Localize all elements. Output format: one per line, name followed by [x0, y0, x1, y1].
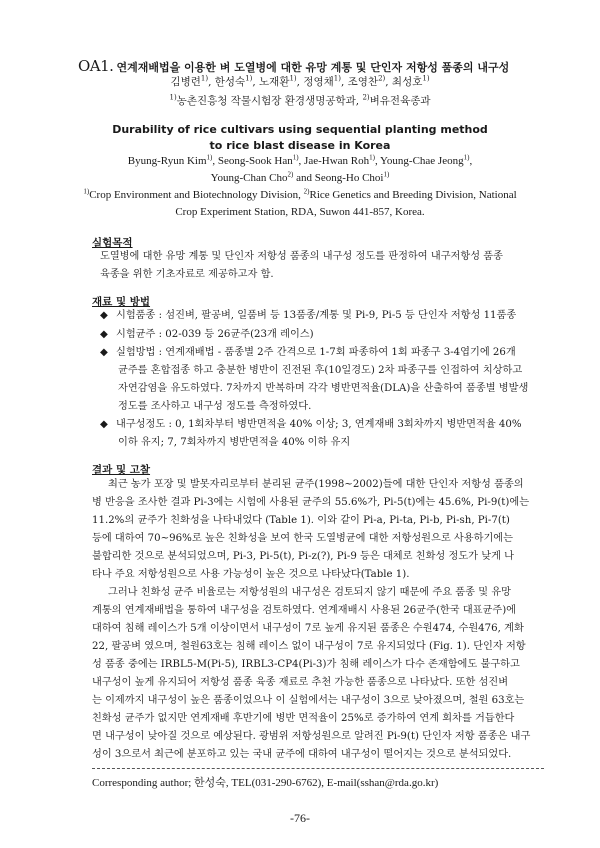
- results-p2-line-1: 그러나 친화성 균주 비율로는 저항성원의 내구성은 검토되지 않기 때문에 주요 품종 및 유망: [108, 587, 511, 598]
- diamond-bullet-icon: ◆: [100, 310, 108, 321]
- english-affiliation-line2: Crop Experiment Station, RDA, Suwon 441-857, Korea.: [175, 206, 425, 218]
- methods-item-3-line-2: 균주를 혼합접종 하고 충분한 병반이 진전된 후(10일경도) 2차 파종구를 인접하여 치상하고: [118, 365, 523, 376]
- results-p1-line-5: 불합리한 것으로 분석되었으며, Pi-3, Pi-5(t), Pi-z(?), Pi-9 등은 대체로 친화성 정도가 낮게 나: [92, 551, 515, 562]
- english-title-line1: Durability of rice cultivars using sequential planting method: [112, 123, 488, 136]
- korean-title: 연계재배법을 이용한 벼 도열병에 대한 유망 계통 및 단인자 저항성 품종의 내구성: [116, 61, 510, 74]
- methods-item-3-line-3: 자연감염을 유도하였다. 7차까지 반복하며 각각 병반면적율(DLA)을 산출하여 품종별 병발생: [118, 383, 529, 394]
- methods-item-1: ◆ 시험품종 : 섬진벼, 팔공벼, 일품벼 등 13품종/계통 및 Pi-9, Pi-5 등 단인자 저항성 11품종: [100, 307, 516, 325]
- abstract-code: OA1.: [78, 57, 114, 75]
- results-heading: 결과 및 고찰: [92, 464, 151, 476]
- methods-item-2: ◆ 시험균주 : 02-039 등 26균주(23개 레이스): [100, 326, 314, 344]
- methods-heading: 재료 및 방법: [92, 296, 151, 308]
- results-p2-line-6: 내구성이 높게 유지되어 저항성 품종 육종 재료로 추천 가능한 품종으로 나타났다. 또한 섬진벼: [92, 677, 509, 688]
- methods-item-4-line-2: 이하 유지; 7, 7회차까지 병반면적을 40% 이하 유지: [118, 437, 351, 448]
- results-p2-line-4: 22, 팔공벼 였으며, 철원63호는 침해 레이스 없이 내구성이 7로 유지되었다 (Fig. 1). 단인자 저항: [92, 641, 526, 652]
- results-p1-line-1: 최근 농가 포장 및 발못자리로부터 분리된 균주(1998~2002)들에 대한 단인자 저항성 품종의: [108, 479, 524, 490]
- objective-line-1: 도열병에 대한 유망 계통 및 단인자 저항성 품종의 내구성 정도를 판정하여 내구저항성 품종: [100, 251, 503, 262]
- results-p2-line-3: 대하여 침해 레이스가 5개 이상이면서 내구성이 7로 높게 유지된 품종은 수원474, 수원476, 계화: [92, 623, 524, 634]
- korean-authors: 김병련$^{1)}$, 한성숙$^{1)}$, 노재환$^{1)}$, 정영채$^{1)}$, 조영찬$^{2)}$, 최성호$^{1)}$: [170, 74, 430, 88]
- korean-affiliation: $^{1)}$농촌진흥청 작물시험장 환경생명공학과, $^{2)}$벼유전육종과: [169, 93, 431, 107]
- results-p1-line-3: 11.2%의 균주가 친화성을 나타내었다 (Table 1). 이와 같이 Pi-a, Pi-ta, Pi-b, Pi-sh, Pi-7(t): [92, 515, 510, 526]
- footnote-divider: [92, 768, 544, 769]
- objective-heading: 실험목적: [92, 237, 133, 249]
- english-authors-line1: Byung-Ryun Kim$^{1)}$, Seong-Sook Han$^{1)}$, Jae-Hwan Roh$^{1)}$, Young-Chae Jeong$^{1)}$,: [127, 153, 473, 167]
- objective-line-2: 육종을 위한 기초자료로 제공하고자 함.: [100, 269, 274, 280]
- results-p2-line-7: 는 이제까지 내구성이 높은 품종이었으나 이 실험에서는 내구성이 3으로 낮아졌으며, 철원 63호는: [92, 695, 525, 706]
- results-p1-line-6: 타나 주요 저항성원으로 사용 가능성이 높은 것으로 나타났다(Table 1).: [92, 569, 410, 580]
- corresponding-author: Corresponding author; 한성숙, TEL(031-290-6762), E-mail(sshan@rda.go.kr): [92, 777, 439, 789]
- results-p2-line-10: 성이 3으로서 최근에 분포하고 있는 국내 균주에 대하여 내구성이 떨어지는 것으로 분석되었다.: [92, 749, 512, 760]
- page-number: -76-: [290, 811, 310, 825]
- results-p1-line-2: 병 반응을 조사한 결과 Pi-3에는 시험에 사용된 균주의 55.6%가, Pi-5(t)에는 45.6%, Pi-9(t)에는: [92, 497, 530, 508]
- english-title-line2: to rice blast disease in Korea: [209, 139, 391, 152]
- diamond-bullet-icon: ◆: [100, 329, 108, 340]
- methods-item-3: ◆ 실험방법 : 연계재배법 - 품종별 2주 간격으로 1-7회 파종하여 1회 파종구 3-4엽기에 26개: [100, 344, 516, 362]
- results-p2-line-5: 성 품종 중에는 IRBL5-M(Pi-5), IRBL3-CP4(Pi-3)가 침해 레이스가 다수 존재함에도 불구하고: [92, 659, 520, 670]
- results-p2-line-9: 면 내구성이 낮아질 것으로 예상된다. 광범위 저항성원으로 알려진 Pi-9(t) 단인자 저항 품종은 내구: [92, 731, 531, 742]
- results-p1-line-4: 등에 대하여 70~96%로 높은 친화성을 보여 한국 도열병균에 대한 저항성원으로 사용하기에는: [92, 533, 513, 544]
- diamond-bullet-icon: ◆: [100, 347, 108, 358]
- results-p2-line-8: 친화성 균주가 없지만 연계재배 후반기에 병반 면적율이 25%로 증가하여 연계 회차를 거듭한다: [92, 713, 515, 724]
- english-affiliation-line1: $^{1)}$Crop Environment and Biotechnology Division, $^{2)}$Rice Genetics and Breeding Division, National: [83, 187, 517, 201]
- abstract-title: [78, 57, 558, 75]
- diamond-bullet-icon: ◆: [100, 419, 108, 430]
- english-authors-line2: Young-Chan Cho$^{2)}$ and Seong-Ho Choi$^{1)}$: [210, 170, 390, 184]
- results-p2-line-2: 계통의 연계재배법을 통하여 내구성을 검토하였다. 연계재배시 사용된 26균주(한국 대표균주)에: [92, 605, 517, 616]
- methods-item-4: ◆ 내구성정도 : 0, 1회차부터 병반면적을 40% 이상; 3, 연계재배 3회차까지 병반면적율 40%: [100, 416, 522, 434]
- methods-item-3-line-4: 정도를 조사하고 내구성 정도를 측정하였다.: [118, 401, 312, 412]
